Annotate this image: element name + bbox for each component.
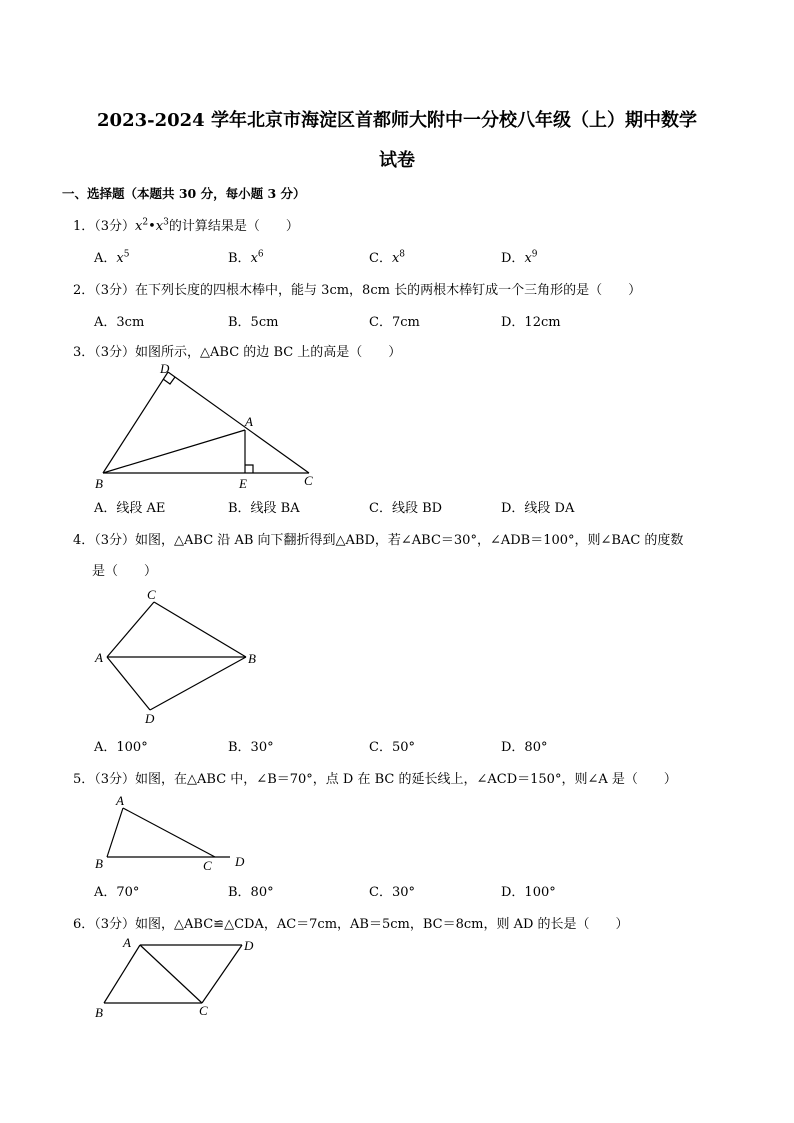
option-c: C．30° xyxy=(369,885,415,900)
option-b: B．5cm xyxy=(228,315,279,330)
label-a: A xyxy=(116,793,124,808)
question-6 xyxy=(73,913,629,932)
stem-text: 如图，△ABC 沿 AB 向下翻折得到△ABD，若∠ABC＝30°，∠ADB＝100°，则∠BAC 的度数 xyxy=(135,533,684,548)
figure-q3-triangle xyxy=(90,360,330,495)
label-d: D xyxy=(160,361,170,376)
option-a: A．100° xyxy=(94,740,148,755)
option-d: D．$x^9$ xyxy=(501,249,538,266)
label-b: B xyxy=(248,651,256,666)
section-heading: 一、选择题（本题共 30 分，每小题 3 分） xyxy=(62,186,306,201)
question-1 xyxy=(73,215,299,234)
stem-var: •x xyxy=(148,219,164,234)
question-number: 5．（3分） xyxy=(73,772,136,787)
label-a: A xyxy=(95,650,103,665)
page-title: 2023-2024 学年北京市海淀区首都师大附中一分校八年级（上）期中数学 xyxy=(97,110,697,131)
stem-exp: 3 xyxy=(163,217,169,228)
question-number: 6．（3分） xyxy=(73,917,136,932)
label-b: B xyxy=(95,856,103,871)
question-number: 4．（3分） xyxy=(73,533,136,548)
option-d: D．线段 DA xyxy=(501,501,575,516)
label-a: A xyxy=(245,414,253,429)
question-number: 3．（3分） xyxy=(73,345,136,360)
option-c: C．7cm xyxy=(369,315,420,330)
stem-exp: 2 xyxy=(142,217,149,228)
question-number: 1．（3分） xyxy=(73,219,136,234)
question-4-cont: 是（ ） xyxy=(92,564,158,579)
option-c: C．线段 BD xyxy=(369,501,443,516)
question-3 xyxy=(73,341,401,360)
option-d: D．12cm xyxy=(501,315,561,330)
stem-var: x xyxy=(135,219,143,234)
figure-q5-triangle xyxy=(90,792,260,874)
option-b: B．线段 BA xyxy=(228,501,300,516)
option-b: B．80° xyxy=(228,885,274,900)
label-d: D xyxy=(235,854,245,869)
stem-text: 如图所示，△ABC 的边 BC 上的高是（ ） xyxy=(135,345,402,360)
stem-text: 如图，△ABC≌△CDA，AC＝7cm，AB＝5cm，BC＝8cm，则 AD 的长是（ ） xyxy=(135,917,629,932)
figure-q4-kite xyxy=(90,585,270,730)
page-title-line2: 试卷 xyxy=(379,150,415,171)
question-number: 2．（3分） xyxy=(73,283,136,298)
figure-q6-parallelogram xyxy=(90,935,270,1025)
question-4 xyxy=(73,529,683,548)
stem-text: 的计算结果是（ ） xyxy=(168,219,299,234)
option-d: D．80° xyxy=(501,740,548,755)
option-d: D．100° xyxy=(501,885,556,900)
option-b: B．$x^6$ xyxy=(228,249,264,266)
label-e: E xyxy=(239,476,247,491)
option-a: A．$x^5$ xyxy=(94,249,130,266)
label-d: D xyxy=(244,938,254,953)
label-c: C xyxy=(199,1003,208,1018)
label-b: B xyxy=(95,476,103,491)
stem-text: 如图，在△ABC 中，∠B＝70°，点 D 在 BC 的延长线上，∠ACD＝150°，则∠A 是（ ） xyxy=(135,772,677,787)
label-a: A xyxy=(123,935,131,950)
stem-text: 在下列长度的四根木棒中，能与 3cm，8cm 长的两根木棒钉成一个三角形的是（ ） xyxy=(135,283,642,298)
label-c: C xyxy=(304,473,313,488)
question-2 xyxy=(73,279,641,298)
label-c: C xyxy=(147,587,156,602)
label-b: B xyxy=(95,1005,103,1020)
option-b: B．30° xyxy=(228,740,274,755)
option-c: C．$x^8$ xyxy=(369,249,406,266)
label-c: C xyxy=(203,858,212,873)
option-a: A．3cm xyxy=(94,315,145,330)
option-a: A．线段 AE xyxy=(94,501,166,516)
option-a: A．70° xyxy=(94,885,140,900)
question-5 xyxy=(73,768,677,787)
option-c: C．50° xyxy=(369,740,415,755)
label-d: D xyxy=(145,711,155,726)
